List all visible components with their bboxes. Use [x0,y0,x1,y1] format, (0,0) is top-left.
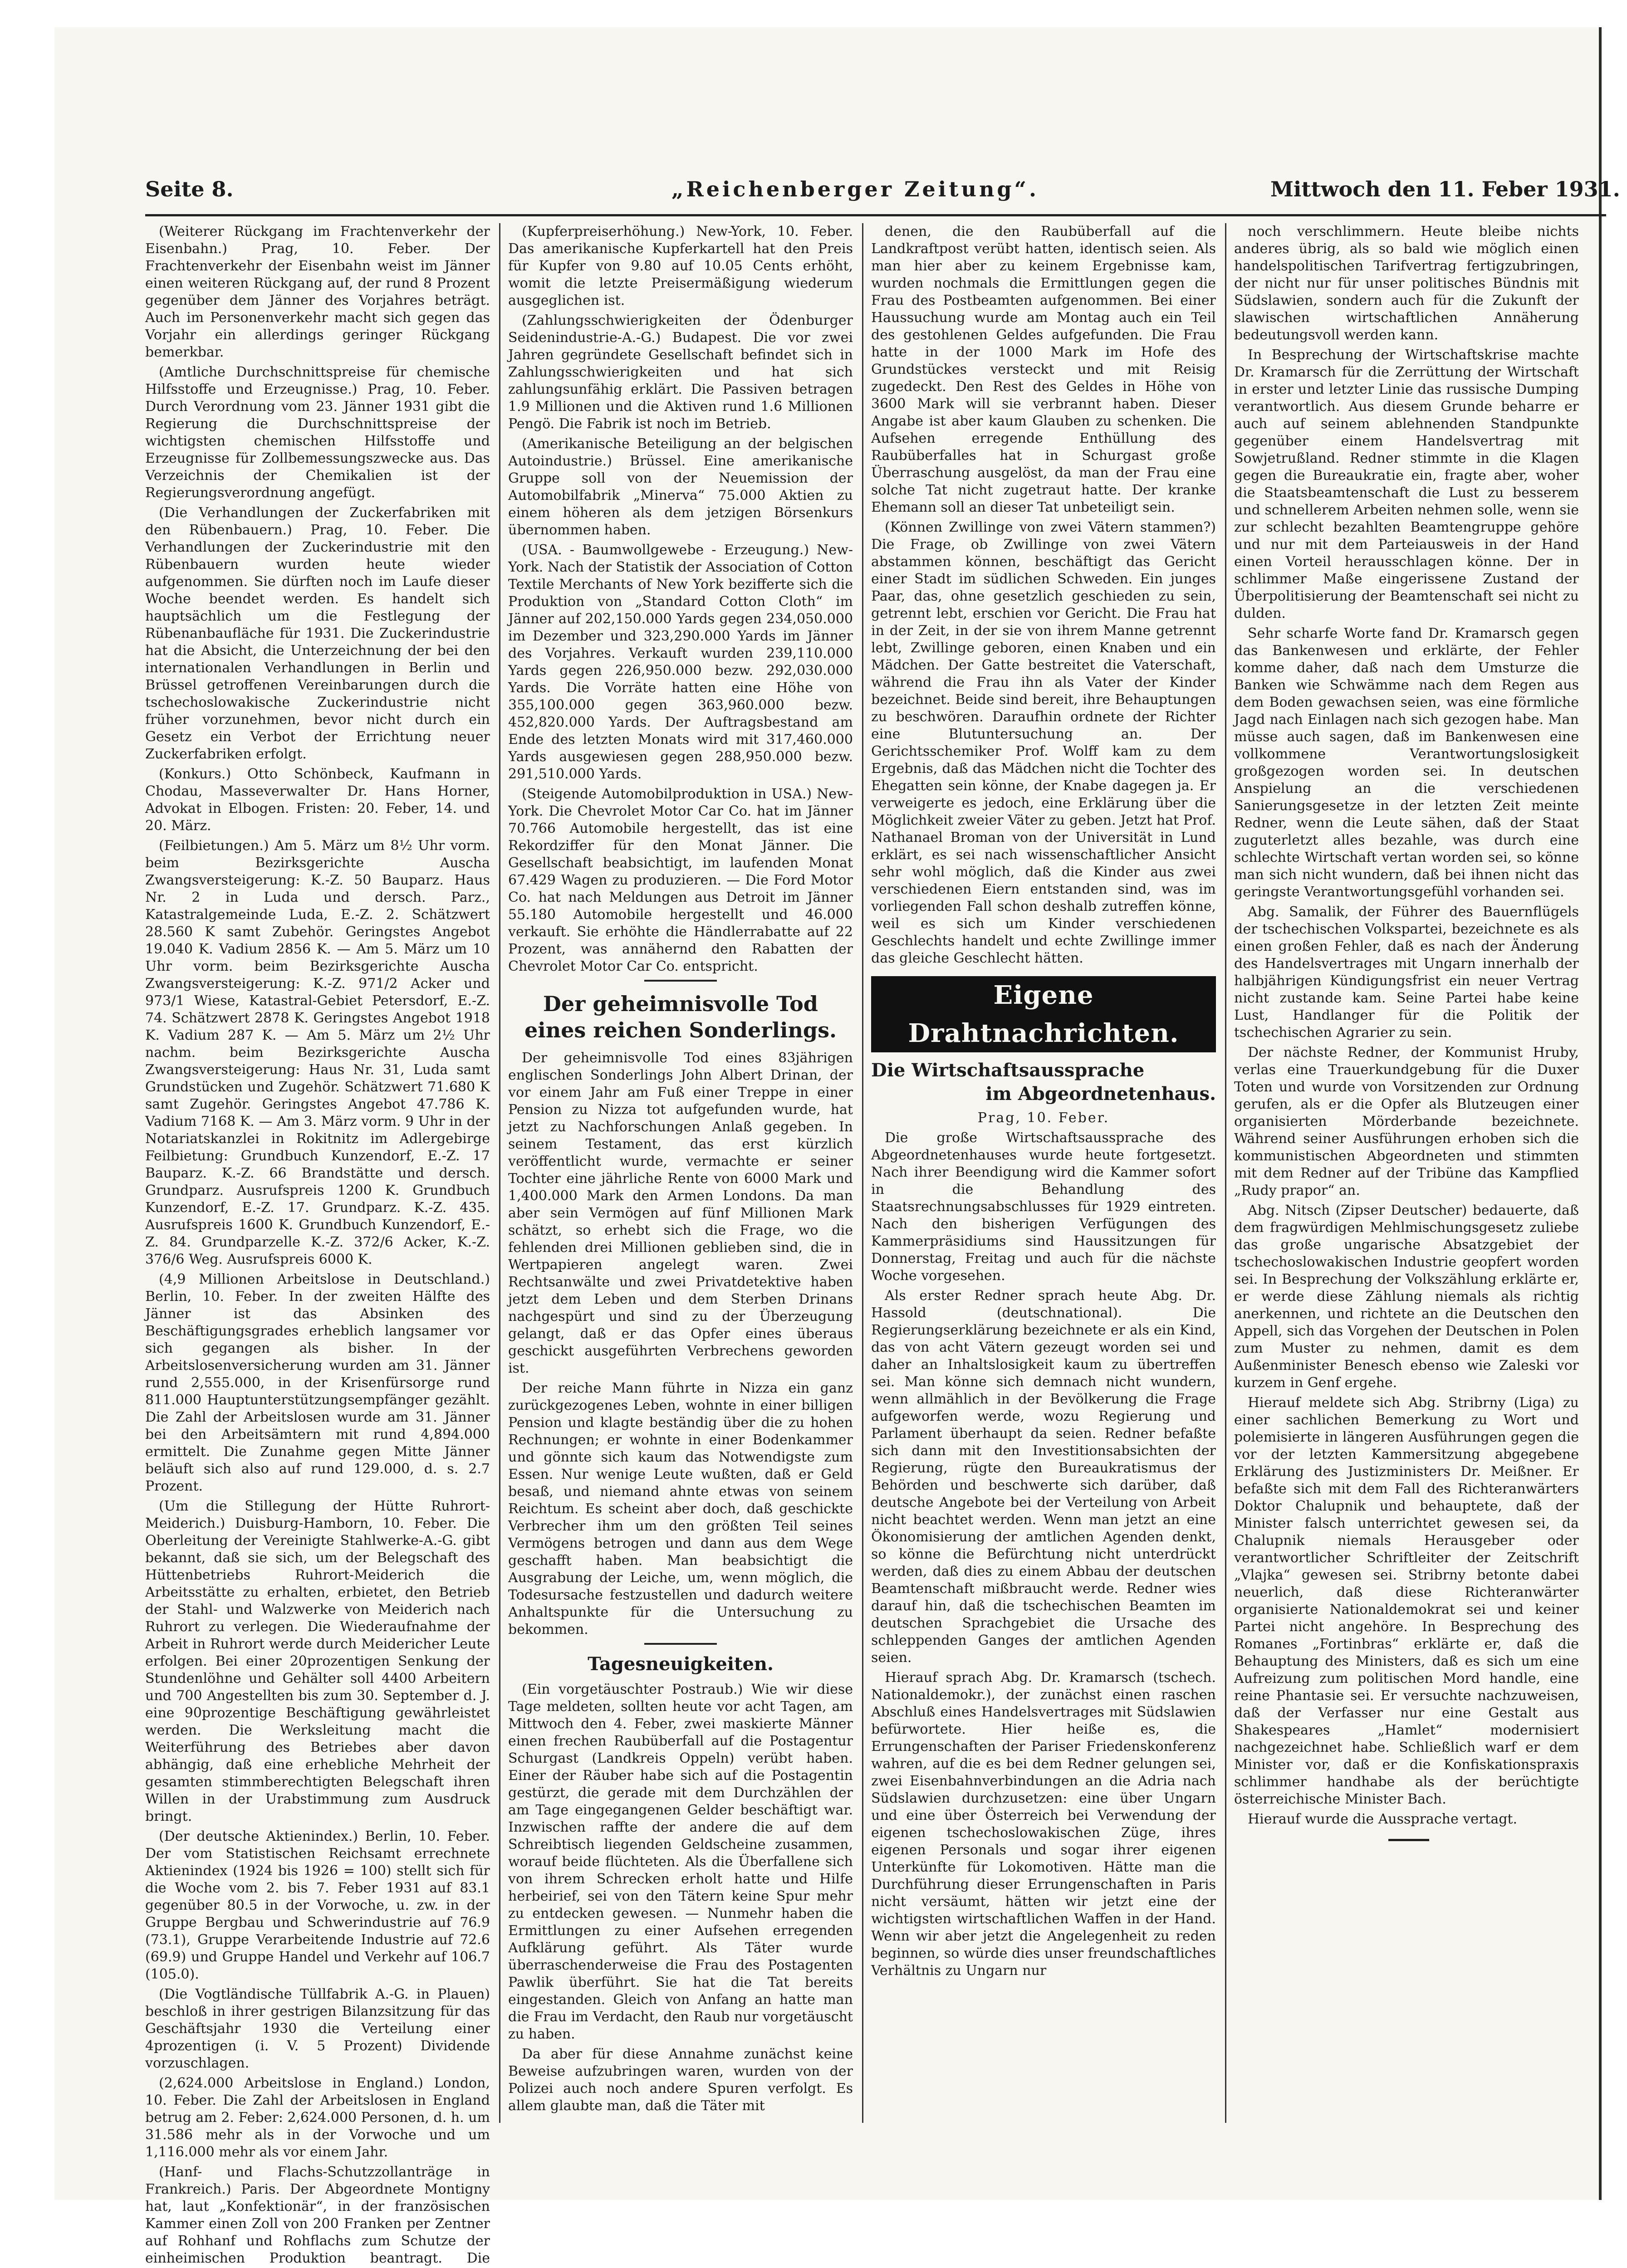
news-item: (2,624.000 Arbeitslose in England.) London, 10. Feber. Die Zahl der Arbeitslosen in England betrug am 2. Feber: 2,624.000 Personen, d. h. um 31.586 mehr als in der Vorwoche und um 1,116.000 mehr als vor einem Jahr. [145,2075,490,2160]
article-headline [871,1059,1216,1106]
news-item: (Zahlungsschwierigkeiten der Ödenburger Seidenindustrie-A.-G.) Budapest. Die vor zwei Jahren gegründete Gesellschaft befindet sich in Zahlungsschwierigkeiten und hat sich zahlungsunfähig erklärt. Die Passiven betragen 1.9 Millionen und die Aktiven rund 1.6 Millionen Pengö. Die Fabrik ist noch im Betrieb. [508,313,853,432]
article-paragraph: Sehr scharfe Worte fand Dr. Kramarsch gegen das Bankenwesen und erklärte, der Fehler komme daher, daß nach dem Umsturze die Banken wie Schwämme nach dem Regen aus dem Boden gewachsen seien, was eine förmliche Jagd nach Einlagen nach sich gezogen habe. Man müsse auch sagen, daß im Bankenwesen eine vollkommene Verantwortungslosigkeit großgezogen worden sei. In deutschen Anspielung an die verschiedenen Sanierungsgesetze in der letzten Zeit meinte Redner, wenn die Leute sähen, daß der Staat zuguterletzt alles bezahle, was durch eine schlechte Wirtschaft vertan worden sei, so könne man sich nicht wundern, daß bei ihnen nicht das geringste Verantwortungsgefühl vorhanden sei. [1234,626,1579,900]
column-3 [871,223,1216,2123]
news-item: (USA. - Baumwollgewebe - Erzeugung.) New-York. Nach der Statistik der Association of Cotton Textile Merchants of New York bezifferte sich die Produktion von „Standard Cotton Cloth“ im Jänner auf 202,150.000 Yards gegen 234,050.000 im Dezember und 323,290.000 Yards im Jänner des Vorjahres. Verkauft wurden 239,110.000 Yards gegen 226,950.000 bezw. 292,030.000 Yards. Die Vorräte hatten eine Höhe von 355,100.000 gegen 363,960.000 bezw. 452,820.000 Yards. Der Auftragsbestand am Ende des letzten Monats wird mit 317,460.000 Yards ausgewiesen gegen 288,950.000 bezw. 291,510.000 Yards. [508,542,853,782]
news-item: (Steigende Automobilproduktion in USA.) New-York. Die Chevrolet Motor Car Co. hat im Jänner 70.766 Automobile hergestellt, das ist eine Rekordziffer für den Monat Jänner. Die Gesellschaft beabsichtigt, im laufenden Monat 67.429 Wagen zu produzieren. — Die Ford Motor Co. hat nach Meldungen aus Detroit im Jänner 55.180 Automobile hergestellt und 46.000 verkauft. Sie erhöhte die Händlerrabatte auf 22 Prozent, was annähernd den Rabatten der Chevrolet Motor Car Co. entspricht. [508,786,853,974]
article-paragraph: In Besprechung der Wirtschaftskrise machte Dr. Kramarsch für die Zerrüttung der Wirtschaft in erster und letzter Linie das russische Dumping verantwortlich. Aus diesem Grunde beharre er auch auf seinem ablehnenden Standpunkte gegenüber einem Handelsvertrag mit Sowjetrußland. Redner stimmte in die Klagen gegen die Bureaukratie ein, fragte aber, woher die Staatsbeamtenschaft die Lust zu besserem und schnellerem Arbeiten nehmen solle, wenn sie zur schlecht bezahlten Beamtengruppe gehöre und nur mit dem Parteiausweis in der Hand einen Vorteil herausschlagen könne. Der in schlimmer Maße eingerissene Zustand der Überpolitisierung der Beamtenschaft sei nicht zu dulden. [1234,347,1579,621]
dateline: Prag, 10. Feber. [977,1110,1110,1126]
article-paragraph: noch verschlimmern. Heute bleibe nichts anderes übrig, als so bald wie möglich einen handelspolitischen Tarifvertrag fertigzubringen, der nicht nur für unser politisches Bündnis mit Südslawien, sondern auch für die Zukunft der slawischen wirtschaftlichen Annäherung bedeutungsvoll werden kann. [1234,224,1579,343]
column-divider [862,223,863,2123]
article-paragraph: Der geheimnisvolle Tod eines 83jährigen englischen Sonderlings John Albert Drinan, der vor einem Jahr am Fuß einer Treppe in einer Pension zu Nizza tot aufgefunden wurde, hat jetzt zu Nachforschungen Anlaß gegeben. In seinem Testament, das erst kürzlich veröffentlicht wurde, vermachte er seiner Tochter eine jährliche Rente von 6000 Mark und 1,400.000 Mark den Armen Londons. Da man aber sein Vermögen auf fünf Millionen Mark schätzt, so erhebt sich die Frage, wo die fehlenden drei Millionen geblieben sind, die in Wertpapieren angelegt waren. Zwei Rechtsanwälte und zwei Privatdetektive haben jetzt dem Leben und dem Sterben Drinans nachgespürt und sind zu der Überzeugung gelangt, daß er das Opfer eines überaus geschickt ausgeführten Verbrechens geworden ist. [508,1050,853,1376]
headline-line-2: eines reichen Sonderlings. [524,1018,837,1042]
article-paragraph: Abg. Nitsch (Zipser Deutscher) bedauerte, daß dem fragwürdigen Mehlmischungsgesetz zuliebe das große ungarische Absatzgebiet der tschechoslowakischen Industrie geopfert worden sei. In Besprechung der Volkszählung erklärte er, er werde diese Zählung niemals als richtig anerkennen, und richtete an die Deutschen den Appell, sich das Vorgehen der Deutschen in Polen zum Muster zu nehmen, damit es dem Außenminister Benesch ebenso wie Zaleski vor kurzem in Genf ergehe. [1234,1202,1579,1391]
column-divider [1225,223,1226,2123]
news-item: (4,9 Millionen Arbeitslose in Deutschland.) Berlin, 10. Feber. In der zweiten Hälfte des Jänner ist das Absinken des Beschäftigungsgrades erheblich langsamer vor sich gegangen als bisher. In der Arbeitslosenversicherung wurden am 31. Jänner rund 2,555.000, in der Krisenfürsorge rund 811.000 Hauptunterstützungsempfänger gezählt. Die Zahl der Arbeitslosen wurde am 31. Jänner bei den Arbeitsämtern mit rund 4,894.000 ermittelt. Die Zunahme gegen Mitte Jänner beläuft sich also auf rund 129.000, d. s. 2.7 Prozent. [145,1271,490,1494]
page-number: Seite 8. [145,177,234,201]
news-item: (Kupferpreiserhöhung.) New-York, 10. Feber. Das amerikanische Kupferkartell hat den Preis für Kupfer von 9.80 auf 10.05 Cents erhöht, womit die letzte Preisermäßigung wiederum ausgeglichen ist. [508,224,853,308]
section-heading: Tagesneuigkeiten. [588,1653,774,1675]
news-item: (Können Zwillinge von zwei Vätern stammen?) Die Frage, ob Zwillinge von zwei Vätern abstammen können, beschäftigt das Gericht einer Stadt im südlichen Schweden. Ein junges Paar, das, ohne gesetzlich geschieden zu sein, getrennt lebt, erschien vor Gericht. Die Frau hat in der Zeit, in der sie von ihrem Manne getrennt lebt, Zwillinge geboren, einen Knaben und ein Mädchen. Der Gatte bestreitet die Vaterschaft, während die Frau ihn als Vater der Kinder bezeichnet. Beide sind bereit, ihre Behauptungen zu beschwören. Daraufhin ordnete der Richter eine Blutuntersuchung an. Der Gerichtsschemiker Prof. Wolff kam zu dem Ergebnis, daß das Mädchen nicht die Tochter des Ehegatten sein könne, der Knabe dagegen ja. Er verweigerte es jedoch, eine Erklärung über die Möglichkeit zweier Väter zu geben. Jetzt hat Prof. Nathanael Broman von der Universität in Lund erklärt, es sei nach wissenschaftlicher Ansicht sehr wohl möglich, daß die Kinder aus zwei verschiedenen Eiern entstanden sind, was im vorliegenden Fall schon deshalb zutreffen könne, weil es sich um Kinder verschiedenen Geschlechts handelt und echte Zwillinge immer das gleiche Geschlecht hätten. [871,519,1216,966]
masthead: „Reichenberger Zeitung“. [671,177,1039,201]
news-item: (Um die Stillegung der Hütte Ruhrort-Meiderich.) Duisburg-Hamborn, 10. Feber. Die Oberleitung der Vereinigte Stahlwerke-A.-G. gibt bekannt, daß sie sich, um der Belegschaft des Hüttenbetriebs Ruhrort-Meiderich die Arbeitsstätte zu erhalten, erbietet, den Betrieb der Stahl- und Walzwerke von Meiderich nach Ruhrort zu verlegen. Die Wiederaufnahme der Arbeit in Ruhrort werde durch Meidericher Leute erfolgen. Bei einer 20prozentigen Senkung der Stundenlöhne und Gehälter soll 4400 Arbeitern und 700 Angestellten bis zum 30. September d. J. eine 90prozentige Beschäftigung gewährleistet werden. Die Werksleitung macht die Weiterführung des Betriebes aber davon abhängig, daß eine erhebliche Mehrheit der gesamten stimmberechtigten Belegschaft ihren Willen in der Urabstimmung zum Ausdruck bringt. [145,1498,490,1824]
news-item: (Amtliche Durchschnittspreise für chemische Hilfsstoffe und Erzeugnisse.) Prag, 10. Feber. Durch Verordnung vom 23. Jänner 1931 gibt die Regierung die Durchschnittspreise der wichtigsten chemischen Hilfsstoffe und Erzeugnisse für Zollbemessungszwecke aus. Das Verzeichnis der Chemikalien ist der Regierungsverordnung angefügt. [145,364,490,501]
news-item: (Weiterer Rückgang im Frachtenverkehr der Eisenbahn.) Prag, 10. Feber. Der Frachtenverkehr der Eisenbahn weist im Jänner einen weiteren Rückgang auf, der rund 8 Prozent gegenüber dem Jänner des Vorjahres beträgt. Auch im Personenverkehr macht sich gegen das Vorjahr ein allerdings geringer Rückgang bemerkbar. [145,224,490,360]
article-paragraph: denen, die den Raubüberfall auf die Landkraftpost verübt hatten, identisch seien. Als man hier aber zu keinem Ergebnisse kam, wurden nochmals die Ermittlungen gegen die Frau des Postbeamten aufgenommen. Bei einer Haussuchung wurde am Montag auch ein Teil des gestohlenen Geldes aufgefunden. Die Frau hatte in der 1000 Mark im Hofe des Grundstückes versteckt und mit Reisig zugedeckt. Den Rest des Geldes in Höhe von 3600 Mark will sie verbrannt haben. Dieser Angabe ist aber kaum Glauben zu schenken. Die Aufsehen erregende Enthüllung des Raubüberfalles hat in Schurgast große Überraschung ausgelöst, da man der Frau eine solche Tat nicht zugetraut hatte. Der kranke Ehemann soll an dieser Tat unbeteiligt sein. [871,224,1216,515]
header-rule [145,214,1606,216]
section-rule [644,980,717,982]
end-rule [1388,1839,1429,1841]
news-item: (Der deutsche Aktienindex.) Berlin, 10. Feber. Der vom Statistischen Reichsamt errechnete Aktienindex (1924 bis 1926 = 100) stellt sich für die Woche vom 2. bis 7. Feber 1931 auf 83.1 gegenüber 80.5 in der Vorwoche, u. zw. in der Gruppe Bergbau und Schwerindustrie auf 76.9 (73.1), Gruppe Verarbeitende Industrie auf 72.6 (69.9) und Gruppe Handel und Verkehr auf 106.7 (105.0). [145,1828,490,1982]
column-1 [145,223,490,2266]
page-header [145,177,1620,209]
section-rule [644,1643,717,1645]
headline-line-1: Der geheimnisvolle Tod [543,992,818,1016]
headline-line-2: im Abgeordnetenhaus. [985,1083,1216,1105]
article-paragraph: (Ein vorgetäuschter Postraub.) Wie wir diese Tage meldeten, sollten heute vor acht Tagen, am Mittwoch den 4. Feber, zwei maskierte Männer einen frechen Raubüberfall auf die Postagentur Schurgast (Landkreis Oppeln) verübt haben. Einer der Räuber habe sich auf die Postagentin gestürzt, die gerade mit dem Durchzählen der am Tage eingegangenen Gelder beschäftigt war. Inzwischen raffte der andere die auf dem Schreibtisch liegenden Geldscheine zusammen, worauf beide flüchteten. Als die Überfallene sich von ihrem Schrecken erholt hatte und Hilfe herbeirief, sei von den Tätern keine Spur mehr zu entdecken gewesen. — Nunmehr haben die Ermittlungen zu einer Aufsehen erregenden Aufklärung geführt. Als Täter wurde überraschenderweise die Frau des Postagenten Pawlik überführt. Sie hat die Tat bereits eingestanden. Gleich von Anfang an hatte man die Frau im Verdacht, den Raub nur vorgetäuscht zu haben. [508,1681,853,2042]
article-paragraph: Der nächste Redner, der Kommunist Hruby, verlas eine Trauerkundgebung für die Duxer Toten und wurde von Vorsitzenden zur Ordnung gerufen, als er die Opfer als Blutzeugen einer organisierten Mörderbande bezeichnete. Während seiner Ausführungen erhoben sich die kommunistischen Abgeordneten und stimmten mit dem Redner auf der Tribüne das Kampflied „Rudy prapor“ an. [1234,1045,1579,1198]
article-paragraph: Als erster Redner sprach heute Abg. Dr. Hassold (deutschnational). Die Regierungserklärung bezeichnete er als ein Kind, das von acht Vätern gezeugt worden sei und daher an Inhaltslosigkeit kaum zu übertreffen sei. Man könne sich demnach nicht wundern, wenn allmählich in der Bevölkerung die Frage aufgeworfen werde, wozu Regierung und Parlament überhaupt da seien. Redner befaßte sich dann mit den Investitionsabsichten der Regierung, rügte den Bureaukratismus der Behörden und beschwerte sich darüber, daß deutsche Angebote bei der Verteilung von Arbeit nicht beachtet werden. Wenn man jetzt an eine Ökonomisierung der amtlichen Agenden denkt, so könne die Befürchtung nicht unterdrückt werden, daß dies zu einem Abbau der deutschen Beamtenschaft mißbraucht werde. Redner wies darauf hin, daß die tschechischen Beamten im deutschen Sprachgebiet die Ursache des schleppenden Ganges der amtlichen Agenden seien. [871,1288,1216,1666]
article-paragraph: Abg. Samalik, der Führer des Bauernflügels der tschechischen Volkspartei, bezeichnete es als einen großen Fehler, daß es nach der Änderung des Handelsvertrages mit Ungarn innerhalb der halbjährigen Kündigungsfrist ein neuer Vertrag nicht zustande kam. Seine Partei habe keine Lust, Handlanger für die Politik der tschechischen Agrarier zu sein. [1234,904,1579,1041]
news-item: (Hanf- und Flachs-Schutzzollanträge in Frankreich.) Paris. Der Abgeordnete Montigny hat, laut „Konfektionär“, in der französischen Kammer einen Zoll von 200 Franken per Zentner auf Rohhanf und Rohflachs zum Schutze der einheimischen Produktion beantragt. Die [145,2164,490,2266]
newspaper-page [54,27,1620,2266]
article-paragraph: Da aber für diese Annahme zunächst keine Beweise aufzubringen waren, wurden von der Polizei auch noch andere Spuren verfolgt. Es allem glaubte man, daß die Täter mit [508,2046,853,2114]
article-paragraph: Hierauf sprach Abg. Dr. Kramarsch (tschech. Nationaldemokr.), der zunächst einen raschen Abschluß eines Handelsvertrages mit Südslawien befürwortete. Hier heiße es, die Errungenschaften der Pariser Friedenskonferenz wahren, auf die es bei dem Redner gelungen sei, zwei Eisenbahnverbindungen an die Adria nach Südslawien durchzusetzen: eine über Ungarn und eine über Österreich bei Verwendung der eigenen tschechoslowakischen Züge, ihres eigenen Personals und sogar ihrer eigenen Unterkünfte für Lokomotiven. Hätte man die Durchführung dieser Errungenschaften in Paris nicht versäumt, hätten wir jetzt eine der wichtigsten wirtschaftlichen Waffen in der Hand. Wenn wir aber jetzt die Angelegenheit zu reden beginnen, so würde dies unser freundschaftliches Verhältnis zu Ungarn nur [871,1670,1216,1979]
news-item: (Die Vogtländische Tüllfabrik A.-G. in Plauen) beschloß in ihrer gestrigen Bilanzsitzung für das Geschäftsjahr 1930 die Verteilung einer 4prozentigen (i. V. 5 Prozent) Dividende vorzuschlagen. [145,1986,490,2071]
article-paragraph: Der reiche Mann führte in Nizza ein ganz zurückgezogenes Leben, wohnte in einer billigen Pension und klagte beständig über die zu hohen Rechnungen; er wohnte in einer Bodenkammer und gönnte sich kaum das Notwendigste zum Essen. Nur wenige Leute wußten, daß er Geld besaß, und niemand ahnte etwas von seinem Reichtum. Es scheint aber doch, daß geschickte Verbrecher ihm um den größten Teil seines Vermögens betrogen und dann aus dem Wege geschafft haben. Man beabsichtigt die Ausgrabung der Leiche, um, wenn möglich, die Todesursache festzustellen und dadurch weitere Anhaltspunkte für die Untersuchung zu bekommen. [508,1380,853,1637]
article-headline [508,991,853,1043]
news-item: (Die Verhandlungen der Zuckerfabriken mit den Rübenbauern.) Prag, 10. Feber. Die Verhandlungen der Zuckerindustrie mit den Rübenbauern wurden heute wieder aufgenommen. Sie dürften noch im Laufe dieser Woche beendet werden. Es handelt sich hauptsächlich um die Festlegung der Rübenanbaufläche für 1931. Die Zuckerindustrie hat die Absicht, die Unterzeichnung der bei den internationalen Verhandlungen in Berlin und Brüssel getroffenen Vereinbarungen durch die tschechoslowakische Zuckerindustrie nicht früher vorzunehmen, bevor nicht durch ein Gesetz ein Verbot der Errichtung neuer Zuckerfabriken erfolgt. [145,505,490,762]
issue-date: Mittwoch den 11. Feber 1931. [1270,177,1620,201]
headline-line-1: Die Wirtschaftsaussprache [871,1060,1145,1081]
article-paragraph: Hierauf meldete sich Abg. Stribrny (Liga) zu einer sachlichen Bemerkung zu Wort und polemisierte in längeren Ausführungen gegen die vor der letzten Kammersitzung abgegebene Erklärung des Justizministers Dr. Meißner. Er befaßte sich mit dem Fall des Richteranwärters Doktor Chalupnik und behauptete, daß der Minister falsch unterrichtet gewesen sei, da Chalupnik niemals Herausgeber oder verantwortlicher Schriftleiter der Zeitschrift „Vlajka“ gewesen sei. Stribrny betonte dabei neuerlich, daß diese Richteranwärter organisierte Nationaldemokrat sei und keiner Partei nicht angehöre. In Besprechung des Romanes „Fortinbras“ erklärte er, daß die Behauptung des Ministers, daß es sich um eine Aufreizung zum politischen Mord handle, eine reine Phantasie sei. Er versuchte nachzuweisen, daß der Verfasser nur eine Gestalt aus Shakespeares „Hamlet“ modernisiert nachgezeichnet habe. Schließlich warf er dem Minister vor, daß er die Konfiskationspraxis schlimmer handhabe als der berüchtigte österreichische Minister Bach. [1234,1395,1579,1807]
section-banner: Eigene Drahtnachrichten. [871,976,1216,1052]
news-item: (Feilbietungen.) Am 5. März um 8½ Uhr vorm. beim Bezirksgerichte Auscha Zwangsversteigerung: K.-Z. 50 Bauparz. Haus Nr. 2 in Luda und dersch. Parz., Katastralgemeinde Luda, E.-Z. 2. Schätzwert 28.560 K samt Zubehör. Geringstes Angebot 19.040 K. Vadium 2856 K. — Am 5. März um 10 Uhr vorm. beim Bezirksgerichte Auscha Zwangsversteigerung: K.-Z. 971/2 Acker und 973/1 Wiese, Katastral-Gebiet Petersdorf, E.-Z. 74. Schätzwert 2878 K. Geringstes Angebot 1918 K. Vadium 287 K. — Am 5. März um 2½ Uhr nachm. beim Bezirksgerichte Auscha Zwangsversteigerung: Haus Nr. 31, Luda samt Grundstücken und Zugehör. Schätzwert 71.680 K samt Zugehör. Geringstes Angebot 47.786 K. Vadium 7168 K. — Am 3. März vorm. 9 Uhr in der Notariatskanzlei in Rokitnitz im Adlergebirge Feilbietung: Grundbuch Kunzendorf, E.-Z. 17 Bauparz. K.-Z. 66 Brandstätte und dersch. Grundparz. Ausrufspreis 1200 K. Grundbuch Kunzendorf, E.-Z. 17. Grundparz. K.-Z. 435. Ausrufspreis 1600 K. Grundbuch Kunzendorf, E.-Z. 84. Grundparzelle K.-Z. 372/6 Acker, K.-Z. 376/6 Weg. Ausrufspreis 6000 K. [145,838,490,1267]
column-4 [1234,223,1579,2123]
news-item: (Konkurs.) Otto Schönbeck, Kaufmann in Chodau, Masseverwalter Dr. Hans Horner, Advokat in Elbogen. Fristen: 20. Feber, 14. und 20. März. [145,766,490,834]
article-paragraph: Die große Wirtschaftsaussprache des Abgeordnetenhauses wurde heute fortgesetzt. Nach ihrer Beendigung wird die Kammer sofort in die Behandlung des Staatsrechnungsabschlusses für 1929 eintreten. Nach den bisherigen Verfügungen des Kammerpräsidiums sind Haussitzungen für Donnerstag, Freitag und auch für die nächste Woche vorgesehen. [871,1130,1216,1284]
article-paragraph: Hierauf wurde die Aussprache vertagt. [1248,1811,1518,1827]
column-2 [508,223,853,2123]
news-item: (Amerikanische Beteiligung an der belgischen Autoindustrie.) Brüssel. Eine amerikanische Gruppe soll von der Neuemission der Automobilfabrik „Minerva“ 75.000 Aktien zu einem höheren als dem jetzigen Börsenkurs übernommen haben. [508,436,853,538]
column-divider [499,223,500,2123]
